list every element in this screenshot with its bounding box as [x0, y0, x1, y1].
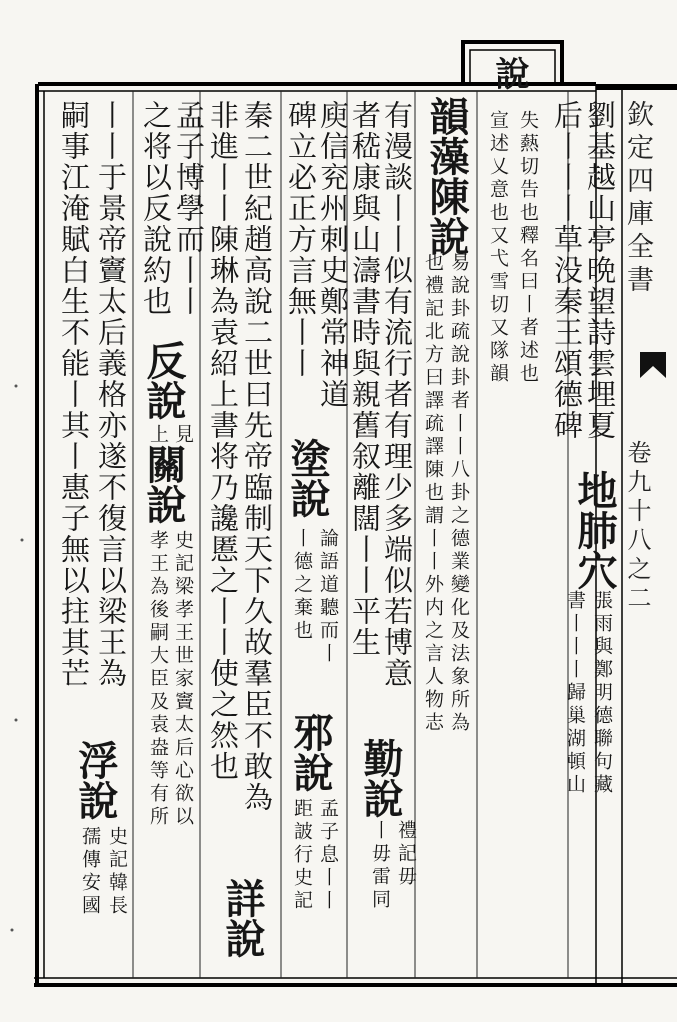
volume-label: 卷九十八之二	[623, 440, 651, 614]
col5-note-a: 禮記毋	[395, 820, 417, 889]
collection-title: 欽定四庫全書	[622, 100, 653, 298]
col8-headword: 詳說	[219, 878, 266, 958]
col4-note-b: 也禮記北方曰譯疏譯陳也謂丨丨外内之言人物志	[422, 252, 444, 735]
col6-line-b: 碑立必正方言無丨丨	[284, 100, 318, 379]
col4-note-a: 易說卦疏說卦者丨丨八卦之德業變化及法象所為	[448, 252, 470, 735]
col10-headword: 關說	[140, 444, 187, 524]
col10-note-a: 史記梁孝王世家竇太后心欲以	[172, 530, 194, 829]
col7-headword: 邪說	[287, 712, 334, 792]
col9-note-a: 見	[172, 424, 194, 447]
col2-line-b: 宣述乂意也又弋雪切又隊韻	[487, 110, 509, 386]
tab-heading: 說	[489, 56, 529, 90]
col6-headword: 塗說	[284, 438, 331, 518]
col11-note-b: 孺傳安國	[79, 826, 101, 918]
col6-line-a: 庾信兖州刺史鄭常神道	[316, 100, 350, 410]
col5-line-b: 者嵇康與山濤書時與親舊叙離闊丨丨平生	[348, 100, 382, 658]
col5-note-b: 丨毋雷同	[369, 820, 391, 912]
col9-headword: 反說	[140, 340, 187, 420]
col5-headword: 勤說	[357, 738, 404, 818]
col3-note-a: 張雨與鄭明德聯句藏	[591, 590, 613, 797]
col11-note-a: 史記韓長	[106, 826, 128, 918]
col1-line-b: 后丨丨丨草没秦王頌德碑	[550, 100, 584, 441]
col11-line-a: 丨丨于景帝竇太后義格亦遂不復言以梁王為	[94, 100, 128, 689]
col11-line-b: 嗣事江淹賦白生不能丨其丨惠子無以拄其芒	[57, 100, 91, 689]
col6-note-b: 丨德之棄也	[291, 528, 313, 643]
col5-line-a: 有漫談丨丨似有流行者有理少多端似若博意	[380, 100, 414, 689]
col3-note-b: 書丨丨丨歸巢湖頓山	[564, 590, 586, 797]
col2-line-a: 失爇切告也釋名曰丨者述也	[517, 110, 539, 386]
col8-line-b: 非進丨丨陳琳為袁紹上書将乃讒慝之丨丨使之然也	[206, 100, 240, 782]
col7-note-a: 孟子息丨丨	[317, 798, 339, 913]
col3-headword: 地肺穴	[571, 470, 618, 590]
col7-note-b: 距詖行史記	[291, 798, 313, 913]
col8-line-a: 秦二世紀趙高說二世曰先帝臨制天下久故羣臣不敢為	[240, 100, 274, 813]
col11-headword: 浮說	[72, 740, 119, 820]
col10-note-b: 孝王為後嗣大臣及袁盎等有所	[147, 530, 169, 829]
col9-line-a: 孟子博學而丨丨	[172, 100, 206, 317]
col4-headword: 韻藻陳說	[423, 96, 470, 256]
col6-note-a: 論語道聽而丨	[317, 528, 339, 666]
col9-note-b: 上	[147, 424, 169, 447]
col1-line-a: 劉基越山亭晩望詩雲埋夏	[583, 100, 617, 441]
col9-line-b: 之将以反說約也	[139, 100, 173, 317]
